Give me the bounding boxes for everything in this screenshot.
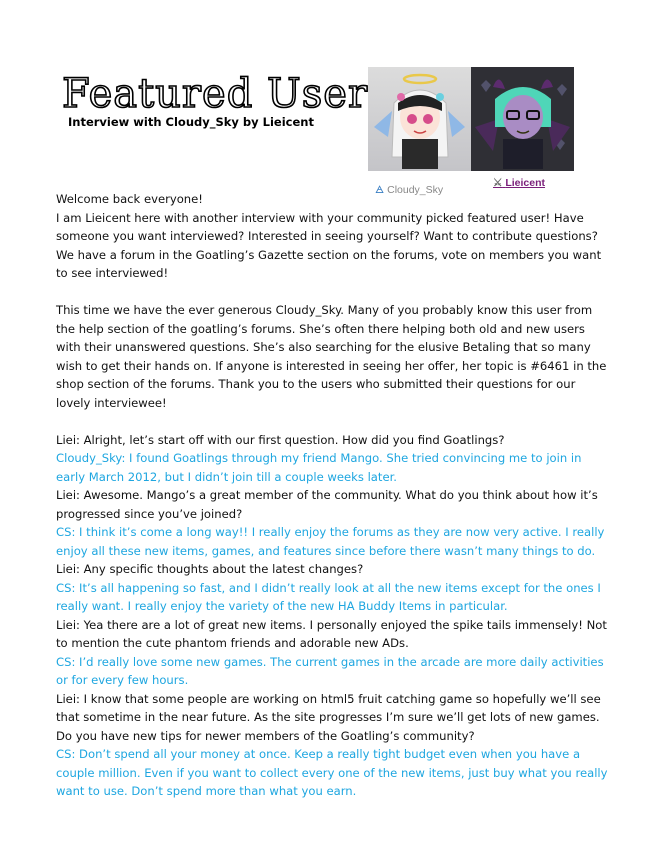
answer-line: Cloudy_Sky: I found Goatlings through my friend Mango. She tried convincing me to join in early March 2012, but I didn’t join till a couple weeks later. — [56, 451, 582, 484]
sword-icon: ⚔ — [493, 177, 503, 189]
page-title: Featured User — [62, 71, 369, 117]
avatar-banner — [368, 67, 574, 171]
avatar-lieicent — [471, 67, 574, 171]
question-line: Liei: Any specific thoughts about the latest changes? — [56, 562, 364, 576]
question-line: Liei: Awesome. Mango’s a great member of the community. What do you think about how it’s progressed since you’ve joined? — [56, 488, 598, 521]
answer-line: CS: Don’t spend all your money at once. Keep a really tight budget even when you have a couple million. Even if you want to collect every one of the new items, just buy what you really want to use. Don’t spend more than what you earn. — [56, 747, 608, 798]
question-line: Liei: I know that some people are working on html5 fruit catching game so hopefully we’ll see that sometime in the near future. As the site progresses I’m sure we’ll get lots of new games. Do you have new tips for newer members of the Goatling’s community? — [56, 691, 601, 743]
interview-list — [56, 431, 608, 801]
answer-line: CS: It’s all happening so fast, and I didn’t really look at all the new items except for the ones I really want. I really enjoy the variety of the new HA Buddy Items in particular. — [56, 580, 601, 613]
intro-paragraph-1: I am Lieicent here with another interview with your community picked featured user! Have someone you want interviewed? Interested in seeing yourself? Want to contribute questions? We have a forum in the Goatling’s Gazette section on the forums, vote on members you want to see interviewed! — [56, 210, 602, 280]
page-subtitle: Interview with Cloudy_Sky by Lieicent — [68, 115, 314, 129]
user-link-lieicent[interactable]: ⚔ Lieicent — [493, 177, 546, 189]
question-line: Liei: Alright, let’s start off with our first question. How did you find Goatlings? — [56, 432, 505, 447]
user-link-cloudy-sky[interactable]: 🜁 Cloudy_Sky — [375, 184, 444, 196]
avatar-cloudy-sky — [368, 67, 471, 171]
answer-line: CS: I’d really love some new games. The current games in the arcade are more daily activities or for every few hours. — [56, 654, 604, 687]
wings-icon: 🜁 — [375, 184, 385, 196]
greeting: Welcome back everyone! — [56, 192, 203, 206]
intro-paragraph-2: This time we have the ever generous Cloudy_Sky. Many of you probably know this user from the help section of the goatling’s forums. She’s often there helping both old and new users with their unanswered questions. She’s also searching for the elusive Betaling that so many wish to get their hands on. If anyone is interested in seeing her offer, her topic is #6461 in the shop section of the forums. Thank you to the users who submitted their questions for our lovely interviewee! — [56, 303, 607, 410]
answer-line: CS: I think it’s come a long way!! I really enjoy the forums as they are now very active. I really enjoy all these new items, games, and features since before there wasn’t many things to do. — [56, 525, 605, 558]
question-line: Liei: Yea there are a lot of great new items. I personally enjoyed the spike tails immensely! Not to mention the cute phantom friends and adorable new ADs. — [56, 617, 607, 650]
article-body — [56, 190, 608, 801]
